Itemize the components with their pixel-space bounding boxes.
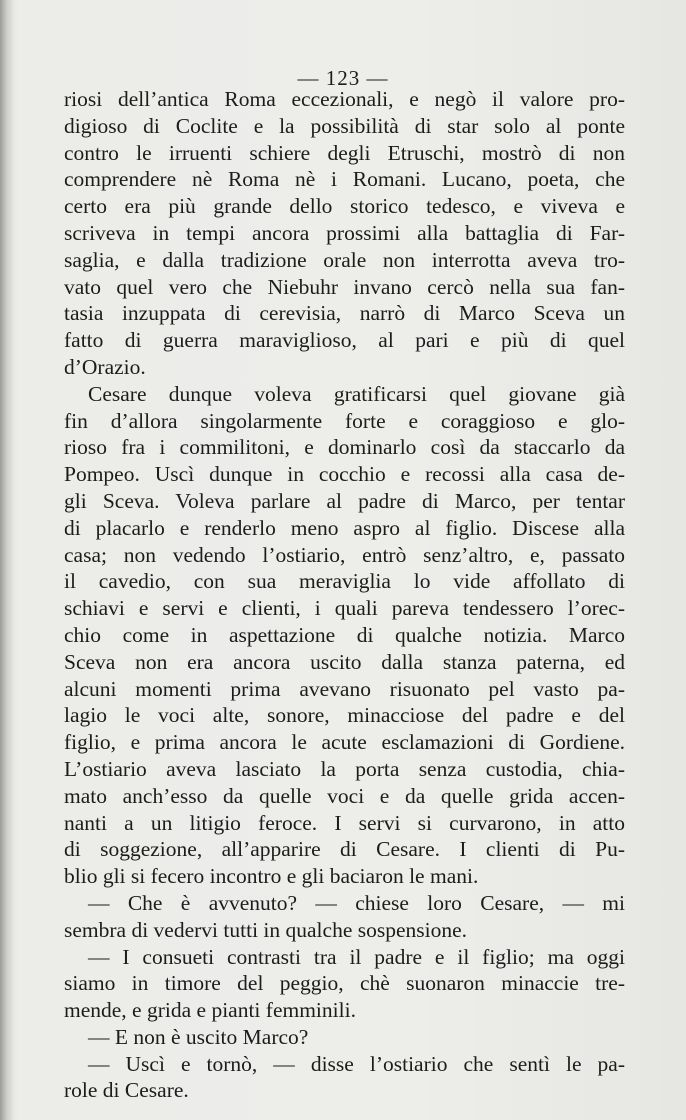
page-number: — 123 —: [297, 66, 389, 90]
text-line: chio come in aspettazione di qualche notizia. Marco: [64, 622, 625, 647]
text-line: Sceva non era ancora uscito dalla stanza paterna, ed: [64, 649, 625, 674]
text-line: comprendere nè Roma nè i Romani. Lucano, poeta, che: [64, 167, 625, 192]
page-binding-edge: [0, 0, 14, 1120]
text-line: siamo in timore del peggio, chè suonaron minaccie tre-: [64, 971, 625, 996]
text-line: sembra di vedervi tutti in qualche sospensione.: [64, 917, 468, 942]
text-line: L’ostiario aveva lasciato la porta senza custodia, chia-: [64, 756, 625, 781]
text-line: il cavedio, con sua meraviglia lo vide affollato di: [64, 569, 625, 594]
text-line: schiavi e servi e clienti, i quali pareva tendessero l’orec-: [64, 596, 625, 621]
text-line: nanti a un litigio feroce. I servi si curvarono, in atto: [64, 810, 625, 835]
text-line: Pompeo. Uscì dunque in cocchio e recossi alla casa de-: [64, 462, 625, 487]
text-line: lagio le voci alte, sonore, minacciose del padre e del: [64, 703, 625, 728]
text-line: scriveva in tempi ancora prossimi alla battaglia di Far-: [64, 220, 625, 245]
body-text: [64, 86, 625, 1104]
text-line: — Uscì e tornò, — disse l’ostiario che sentì le pa-: [88, 1051, 625, 1076]
text-line: certo era più grande dello storico tedesco, e viveva e: [64, 194, 625, 219]
text-line: blio gli si fecero incontro e gli baciaron le mani.: [64, 864, 479, 889]
text-line: figlio, e prima ancora le acute esclamazioni di Gordiene.: [64, 730, 625, 755]
text-line: di placarlo e renderlo meno aspro al figlio. Discese alla: [64, 515, 625, 540]
text-line: — Che è avvenuto? — chiese loro Cesare, — mi: [88, 890, 625, 915]
text-line: role di Cesare.: [64, 1078, 189, 1103]
text-line: rioso fra i commilitoni, e dominarlo così da staccarlo da: [64, 435, 625, 460]
text-line: di soggezione, all’apparire di Cesare. I clienti di Pu-: [64, 837, 625, 862]
text-line: contro le irruenti schiere degli Etruschi, mostrò di non: [64, 140, 625, 165]
text-line: fin d’allora singolarmente forte e coraggioso e glo-: [64, 408, 625, 433]
text-line: d’Orazio.: [64, 354, 146, 379]
text-line: mato anch’esso da quelle voci e da quelle grida accen-: [64, 783, 625, 808]
text-line: mende, e grida e pianti femminili.: [64, 998, 356, 1023]
text-line: Cesare dunque voleva gratificarsi quel giovane già: [88, 381, 625, 406]
text-line: tasia inzuppata di cerevisia, narrò di Marco Sceva un: [64, 301, 625, 326]
text-line: digioso di Coclite e la possibilità di star solo al ponte: [64, 113, 625, 138]
text-line: alcuni momenti prima avevano risuonato pel vasto pa-: [64, 676, 625, 701]
text-line: riosi dell’antica Roma eccezionali, e negò il valore pro-: [64, 87, 625, 111]
text-line: casa; non vedendo l’ostiario, entrò senz’altro, e, passato: [64, 542, 625, 567]
text-line: — E non è uscito Marco?: [88, 1024, 309, 1049]
text-line: gli Sceva. Voleva parlare al padre di Marco, per tentar: [64, 488, 625, 513]
text-line: saglia, e dalla tradizione orale non interrotta aveva tro-: [64, 247, 625, 272]
text-line: fatto di guerra maraviglioso, al pari e più di quel: [64, 328, 625, 353]
text-line: vato quel vero che Niebuhr invano cercò nella sua fan-: [64, 274, 625, 299]
text-line: — I consueti contrasti tra il padre e il figlio; ma oggi: [88, 944, 625, 969]
